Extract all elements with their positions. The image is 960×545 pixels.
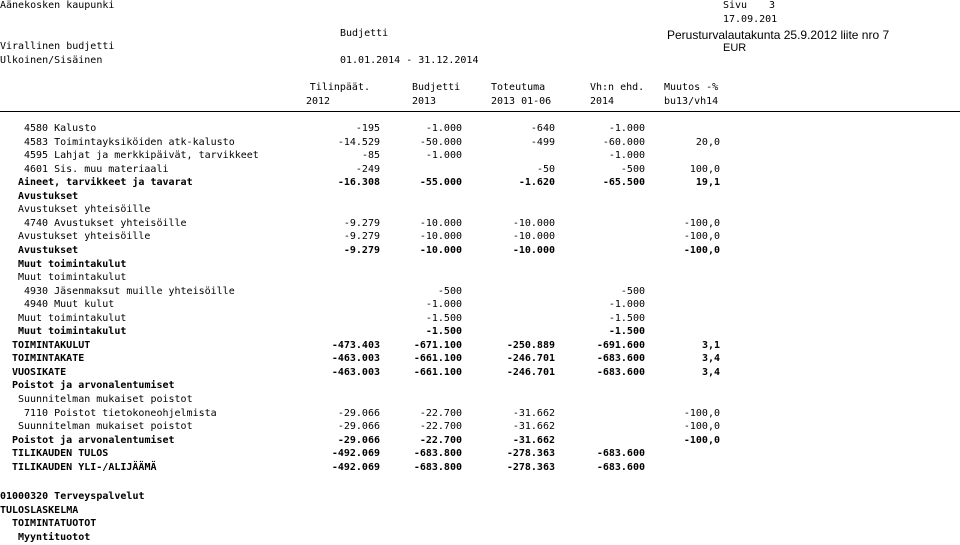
table-row xyxy=(0,393,960,406)
row-label: Muut toimintakulut xyxy=(18,258,127,270)
row-value-1: -14.529 xyxy=(337,136,380,148)
footer-cost-center: 01000320 Terveyspalvelut xyxy=(0,491,145,502)
footer-income-statement: TULOSLASKELMA xyxy=(0,505,79,516)
row-value-3: -31.662 xyxy=(512,434,555,446)
table-row xyxy=(0,258,960,271)
row-value-3: -10.000 xyxy=(512,217,555,229)
table-row xyxy=(0,312,960,325)
row-value-1: -473.403 xyxy=(331,339,380,351)
row-value-4: -65.500 xyxy=(602,177,645,189)
row-value-4: -1.000 xyxy=(608,123,645,134)
row-value-1: -29.066 xyxy=(337,421,380,433)
row-value-3: -246.701 xyxy=(506,366,555,378)
table-row xyxy=(0,434,960,447)
row-value-3: -10.000 xyxy=(512,231,555,243)
row-label: 4940 Muut kulut xyxy=(24,299,115,311)
row-label: Muut toimintakulut xyxy=(18,312,127,324)
row-value-3: -246.701 xyxy=(506,353,555,365)
row-value-2: -1.000 xyxy=(425,123,462,134)
header-divider xyxy=(0,111,960,112)
row-label: 4595 Lahjat ja merkkipäivät, tarvikkeet xyxy=(24,150,259,162)
row-label: TILIKAUDEN YLI-/ALIJÄÄMÄ xyxy=(12,461,157,473)
row-label: 4601 Sis. muu materiaali xyxy=(24,163,169,175)
row-value-1: -463.003 xyxy=(331,353,380,365)
row-label: Aineet, tarvikkeet ja tavarat xyxy=(18,177,193,189)
row-value-2: -22.700 xyxy=(419,407,462,419)
row-label: 4740 Avustukset yhteisöille xyxy=(24,217,187,229)
row-label: Muut toimintakulut xyxy=(18,326,127,338)
row-value-1: -9.279 xyxy=(343,244,380,256)
doc-title: Budjetti xyxy=(340,28,389,39)
row-value-2: -1.500 xyxy=(425,326,462,338)
col-header-4-sub: 2014 xyxy=(590,96,615,107)
table-row xyxy=(0,163,960,176)
row-value-4: -1.500 xyxy=(608,326,645,338)
row-value-3: -278.363 xyxy=(506,461,555,473)
row-label: Poistot ja arvonalentumiset xyxy=(12,380,175,392)
print-date: 17.09.201 xyxy=(723,14,778,25)
col-header-3: Toteutuma xyxy=(491,82,546,93)
row-value-4: -1.000 xyxy=(608,299,645,311)
row-value-3: -1.620 xyxy=(518,177,555,189)
row-label: Muut toimintakulut xyxy=(18,272,127,284)
table-row xyxy=(0,447,960,460)
col-header-1-sub: 2012 xyxy=(306,96,331,107)
row-label: TILIKAUDEN TULOS xyxy=(12,448,109,460)
row-value-2: -1.500 xyxy=(425,312,462,324)
row-value-1: -29.066 xyxy=(337,407,380,419)
row-label: Suunnitelman mukaiset poistot xyxy=(18,421,193,433)
row-value-4: -60.000 xyxy=(602,136,645,148)
col-header-2-sub: 2013 xyxy=(412,96,437,107)
row-value-1: -16.308 xyxy=(337,177,380,189)
row-value-2: -55.000 xyxy=(419,177,462,189)
row-value-4: -500 xyxy=(620,285,645,297)
table-row xyxy=(0,339,960,352)
row-value-3: -250.889 xyxy=(506,339,555,351)
row-value-1: -9.279 xyxy=(343,231,380,243)
committee-title: Perusturvalautakunta 25.9.2012 liite nro 7 xyxy=(667,28,890,42)
currency: EUR xyxy=(723,42,747,54)
table-row xyxy=(0,136,960,149)
row-value-1: -85 xyxy=(361,150,380,162)
row-label: 4580 Kalusto xyxy=(24,123,97,134)
table-row xyxy=(0,379,960,392)
table-row xyxy=(0,325,960,338)
row-label: TOIMINTAKATE xyxy=(12,353,85,365)
row-value-3: -31.662 xyxy=(512,421,555,433)
row-value-4: -691.600 xyxy=(596,339,645,351)
row-value-3: -640 xyxy=(530,123,555,134)
row-value-4: -683.600 xyxy=(596,353,645,365)
row-label: TOIMINTAKULUT xyxy=(12,339,91,351)
row-value-2: -500 xyxy=(437,285,462,297)
external-internal: Ulkoinen/Sisäinen xyxy=(0,55,103,66)
page-label: Sivu xyxy=(723,0,748,11)
row-label: 4583 Toimintayksiköiden atk-kalusto xyxy=(24,136,235,148)
row-value-5: 19,1 xyxy=(695,177,720,189)
row-value-2: -50.000 xyxy=(419,136,462,148)
row-value-4: -1.000 xyxy=(608,150,645,162)
row-value-4: -683.600 xyxy=(596,448,645,460)
col-header-1: Tilinpäät. xyxy=(309,82,370,93)
official-budget: Virallinen budjetti xyxy=(0,41,115,52)
row-value-2: -22.700 xyxy=(419,434,462,446)
table-row xyxy=(0,366,960,379)
table-row xyxy=(0,271,960,284)
row-value-5: -100,0 xyxy=(683,217,720,229)
row-label: 7110 Poistot tietokoneohjelmista xyxy=(24,407,217,419)
row-label: Suunnitelman mukaiset poistot xyxy=(18,394,193,405)
table-row xyxy=(0,407,960,420)
row-value-1: -492.069 xyxy=(331,461,380,473)
row-value-3: -50 xyxy=(536,163,555,175)
row-value-5: 3,1 xyxy=(701,339,720,351)
row-value-3: -31.662 xyxy=(512,407,555,419)
row-value-5: 3,4 xyxy=(701,366,720,378)
row-value-2: -10.000 xyxy=(419,231,462,243)
row-value-5: 3,4 xyxy=(701,353,720,365)
period: 01.01.2014 - 31.12.2014 xyxy=(340,55,479,66)
row-value-1: -9.279 xyxy=(343,217,380,229)
row-value-2: -671.100 xyxy=(413,339,462,351)
row-value-2: -683.800 xyxy=(413,448,462,460)
row-label: Avustukset xyxy=(18,190,79,202)
row-value-5: 20,0 xyxy=(695,136,720,148)
row-value-3: -499 xyxy=(530,136,555,148)
row-value-2: -1.000 xyxy=(425,150,462,162)
row-value-1: -29.066 xyxy=(337,434,380,446)
footer-operating-income: TOIMINTATUOTOT xyxy=(12,518,97,529)
table-row xyxy=(0,420,960,433)
row-value-4: -500 xyxy=(620,163,645,175)
col-header-2: Budjetti xyxy=(412,82,461,93)
table-row xyxy=(0,176,960,189)
col-header-4: Vh:n ehd. xyxy=(590,82,645,93)
row-value-2: -661.100 xyxy=(413,353,462,365)
row-value-5: -100,0 xyxy=(683,421,720,433)
row-value-2: -10.000 xyxy=(419,244,462,256)
row-value-1: -249 xyxy=(355,163,380,175)
col-header-3-sub: 2013 01-06 xyxy=(491,96,552,107)
row-label: Avustukset xyxy=(18,244,79,256)
row-value-3: -278.363 xyxy=(506,448,555,460)
row-value-2: -22.700 xyxy=(419,421,462,433)
table-row xyxy=(0,190,960,203)
table-row xyxy=(0,244,960,257)
col-header-5-sub: bu13/vh14 xyxy=(664,96,719,107)
row-value-2: -661.100 xyxy=(413,366,462,378)
page-number: 3 xyxy=(769,0,776,11)
table-row xyxy=(0,203,960,216)
row-value-3: -10.000 xyxy=(512,244,555,256)
row-value-4: -1.500 xyxy=(608,312,645,324)
table-row xyxy=(0,149,960,162)
row-value-5: -100,0 xyxy=(683,231,720,243)
row-label: Avustukset yhteisöille xyxy=(18,204,151,216)
row-value-4: -683.600 xyxy=(596,461,645,473)
row-value-2: -1.000 xyxy=(425,299,462,311)
row-label: 4930 Jäsenmaksut muille yhteisöille xyxy=(24,285,235,297)
row-label: VUOSIKATE xyxy=(12,366,67,378)
row-value-1: -195 xyxy=(355,123,380,134)
org-name: Äänekosken kaupunki xyxy=(0,0,115,11)
footer-sales-income: Myyntituotot xyxy=(18,532,91,543)
row-value-4: -683.600 xyxy=(596,366,645,378)
table-row xyxy=(0,230,960,243)
row-value-2: -10.000 xyxy=(419,217,462,229)
row-label: Avustukset yhteisöille xyxy=(18,231,151,243)
table-row xyxy=(0,352,960,365)
table-row xyxy=(0,461,960,474)
row-value-5: -100,0 xyxy=(683,434,720,446)
row-value-2: -683.800 xyxy=(413,461,462,473)
row-value-5: -100,0 xyxy=(683,244,720,256)
col-header-5: Muutos -% xyxy=(664,82,719,93)
table-row xyxy=(0,298,960,311)
table-row xyxy=(0,217,960,230)
table-row xyxy=(0,122,960,135)
row-value-1: -492.069 xyxy=(331,448,380,460)
row-value-5: 100,0 xyxy=(689,163,720,175)
row-value-1: -463.003 xyxy=(331,366,380,378)
row-value-5: -100,0 xyxy=(683,407,720,419)
row-label: Poistot ja arvonalentumiset xyxy=(12,434,175,446)
table-row xyxy=(0,285,960,298)
